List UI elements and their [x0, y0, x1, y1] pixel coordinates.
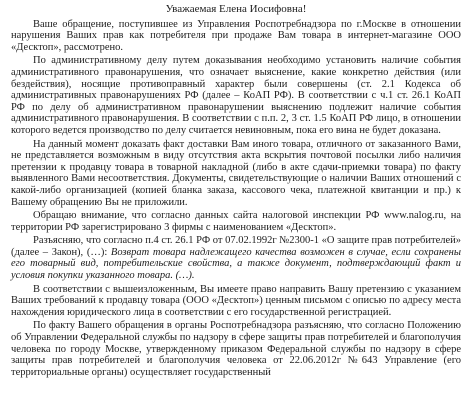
paragraph-administrative-case — [11, 55, 461, 136]
paragraph-consumer-law — [11, 235, 461, 281]
paragraph-rospotrebnadzor — [11, 320, 461, 378]
law-quote: Возврат товара надлежащего качества возможен в случае, если сохранены его товарный вид, потребительские свойства, а также документ, подтверждающий факт и условия покупки указанного товара. (…). — [11, 246, 462, 282]
paragraph-text: В соответствии с вышеизложенным, Вы имеете право направить Вашу претензию с указанием Ваших требований к продавцу товара (ООО «Десктоп») ценным письмом с описью по адресу места нахождения юридического лица в соответствии с его государственной регистрацией. — [11, 283, 461, 318]
paragraph-text: Обращаю внимание, что согласно данных сайта налоговой инспекции РФ www.nalog.ru, на территории РФ зарегистрировано 3 фирмы с наименованием «Десктоп». — [11, 210, 461, 233]
paragraph-text: По факту Вашего обращения в органы Роспотребнадзора разъясняю, что согласно Положению об Управлении Федеральной службы по надзору в сфере защиты прав потребителей и благополучия человека по городу Москве, утвержденному приказом Федеральной службы по надзору в сфере защиты прав потребителей и благополучия человека от 22.06.2012г №643 Управление (его территориальные органы) осуществляет государственный — [11, 320, 461, 378]
paragraph-complaint-reviewed — [11, 19, 461, 54]
paragraph-text: На данный момент доказать факт доставки Вам иного товара, отличного от заказанного Вами, не представляется возможным в виду отсутствия акта вскрытия почтовой посылки либо наличия претензии к продавцу товара в товарной накладной (либо в акте сдачи-приемки товара) по факту выявленного Вами несоответствия. Документы, свидетельствующие о наличии Ваших отношений с какой-либо организацией (копией бланка заказа, кассового чека, платежной квитанции и пр.) к Вашему обращению Вы не приложили. — [11, 138, 461, 208]
paragraph-tax-site — [11, 210, 461, 233]
letter-greeting: Уважаемая Елена Иосифовна! — [165, 3, 307, 15]
paragraph-claim-right — [11, 284, 461, 319]
paragraph-text: Ваше обращение, поступившее из Управления Роспотребнадзора по г.Москве в отношении нарушения Ваших прав как потребителя при продаже Вам товара в интернет-магазине ООО «Десктоп», рассмотрено. — [11, 18, 461, 53]
paragraph-text: По административному делу путем доказывания необходимо установить наличие события административного правонарушения, что означает выяснение, какие конкретно действия (или бездействия), носящие противоправный характер были совершены (ст. 2.1 Кодекса об административных правонарушениях РФ (далее – КоАП РФ). В соответствии с ч.1 ст. 26.1 КоАП РФ по делу об административном правонарушении выяснению подлежит наличие события административного правонарушения. В соответствии с п.п. 2, 3 ст. 1.5 КоАП РФ лицо, в отношении которого ведется производство по делу считается невиновным, пока его вина не будет доказана. — [11, 55, 461, 136]
paragraph-text: Разъясняю, что согласно п.4 ст. 26.1 РФ от 07.02.1992г №2300-1 «О защите прав потребителей» (далее – Закон), (…): — [11, 235, 461, 258]
paragraph-delivery-proof — [11, 139, 461, 209]
